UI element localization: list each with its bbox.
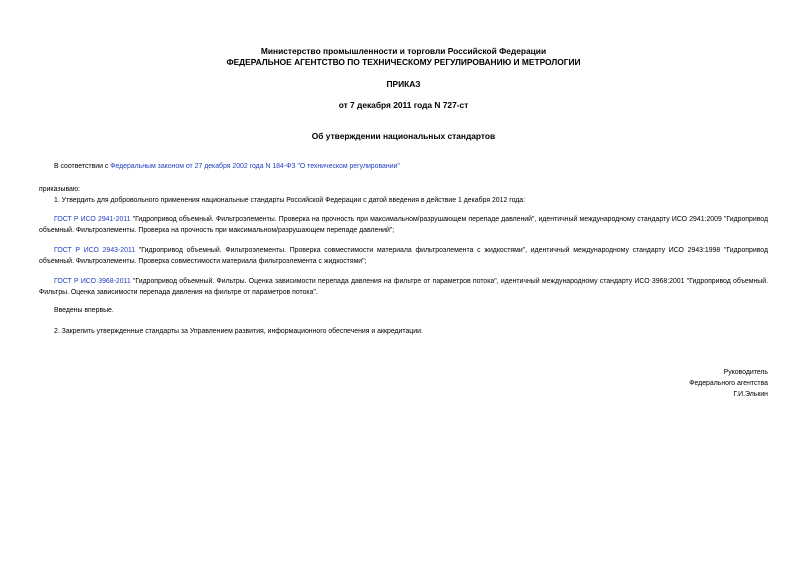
standard-item (39, 245, 768, 267)
item-1: 1. Утвердить для добровольного применения национальные стандарты Российской Федерации с датой введения в действие 1 декабря 2012 года: (54, 197, 526, 204)
document-date-number: от 7 декабря 2011 года N 727-ст (338, 100, 469, 110)
standard-link-2941[interactable]: ГОСТ Р ИСО 2941-2011 (54, 216, 131, 223)
federal-law-link[interactable]: Федеральным законом от 27 декабря 2002 года N 184-ФЗ "О техническом регулировании" (110, 163, 400, 170)
document-subject: Об утверждении национальных стандартов (311, 131, 496, 141)
document-type: ПРИКАЗ (386, 79, 421, 89)
introduced-note: Введены впервые. (54, 307, 114, 314)
standard-item (39, 214, 768, 236)
standard-item (39, 276, 768, 298)
signature-name: Г.И.Элькин (733, 391, 768, 398)
standard-text: "Гидропривод объемный. Фильтры. Оценка зависимости перепада давления на фильтре от параметров потока", идентичный международному стандарту ИСО 3968:2001 "Гидропривод объемный. Фильтры. Оценка зависимости перепада давления на фильтре от параметров потока". (39, 278, 768, 296)
order-word: приказываю: (39, 186, 80, 193)
preamble-text: В соответствии с (54, 163, 111, 170)
signature-position: Руководитель (723, 369, 768, 376)
agency-title: ФЕДЕРАЛЬНОЕ АГЕНТСТВО ПО ТЕХНИЧЕСКОМУ РЕГУЛИРОВАНИЮ И МЕТРОЛОГИИ (226, 57, 581, 67)
standard-text: "Гидропривод объемный. Фильтроэлементы. Проверка на прочность при максимальном/разрушающем перепаде давлений", идентичный международному стандарту ИСО 2941:2009 "Гидропривод объемный. Фильтроэлементы. Проверка на прочность при максимальном/разрушающем перепаде давлений"; (39, 216, 769, 234)
standard-link-3968[interactable]: ГОСТ Р ИСО 3968-2011 (54, 278, 131, 285)
ministry-title: Министерство промышленности и торговли Российской Федерации (260, 46, 547, 56)
standard-link-2943[interactable]: ГОСТ Р ИСО 2943-2011 (54, 247, 136, 254)
standard-text: "Гидропривод объемный. Фильтроэлементы. Проверка совместимости материала фильтроэлемента с жидкостями", идентичный международному стандарту ИСО 2943:1998 "Гидропривод объемный. Фильтроэлементы. Проверка совместимости материала фильтроэлемента с жидкостями"; (39, 247, 769, 265)
signature-agency: Федерального агентства (689, 380, 768, 387)
item-2: 2. Закрепить утвержденные стандарты за Управлением развития, информационного обеспечения и аккредитации. (54, 328, 423, 335)
preamble (39, 161, 768, 172)
